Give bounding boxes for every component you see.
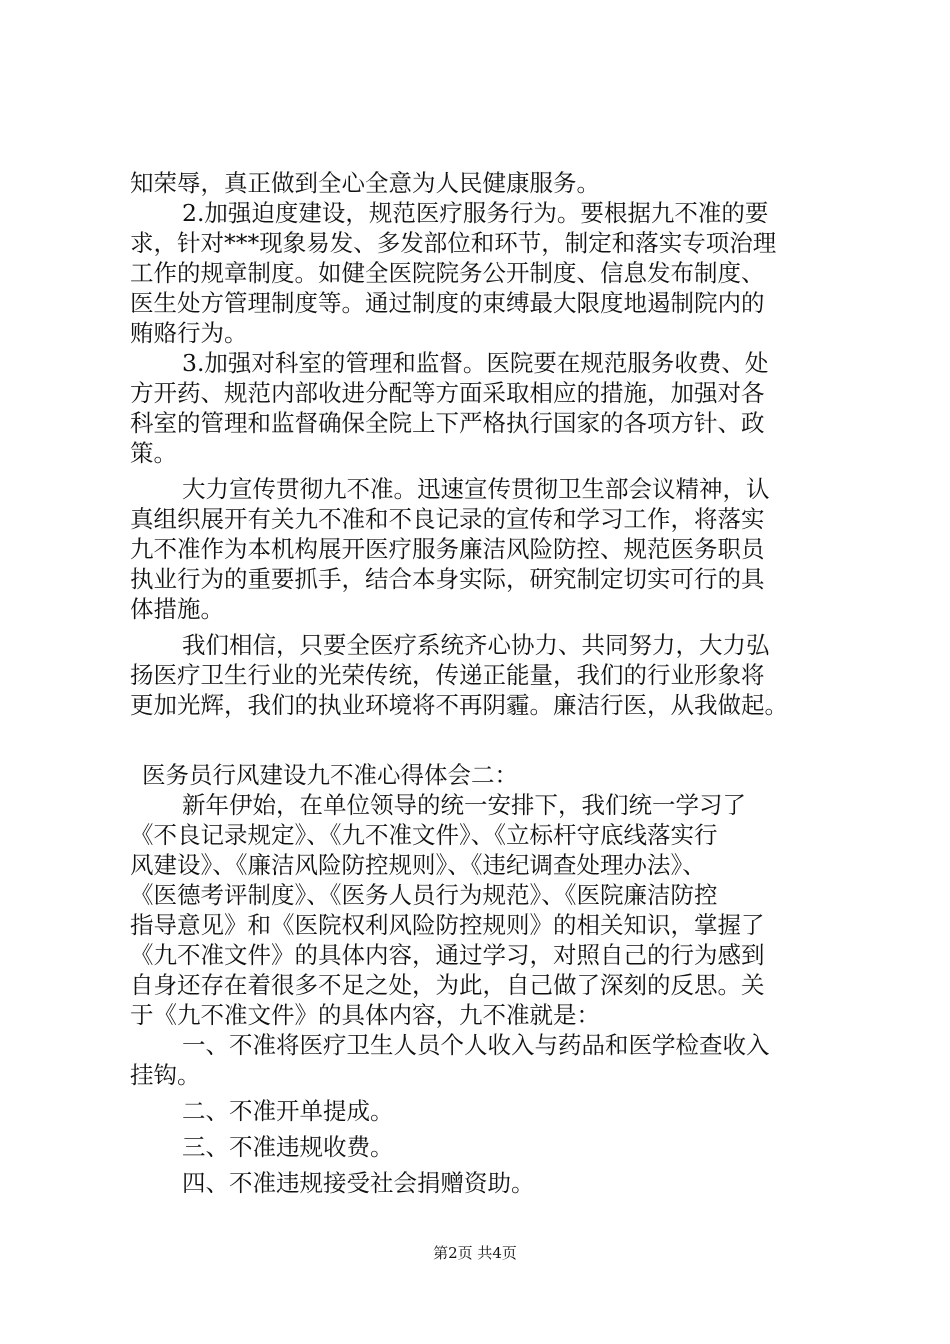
text-line: 《九不准文件》的具体内容，通过学习，对照自己的行为感到 xyxy=(130,941,765,969)
text-line: 3.加强对科室的管理和监督。医院要在规范服务收费、处 xyxy=(182,349,769,377)
text-line: 扬医疗卫生行业的光荣传统，传递正能量，我们的行业形象将 xyxy=(130,661,765,689)
text-line: 知荣辱，真正做到全心全意为人民健康服务。 xyxy=(130,169,600,197)
page-footer: 第2页 共4页 xyxy=(433,1244,517,1262)
text-line: 九不准作为本机构展开医疗服务廉洁风险防控、规范医务职员 xyxy=(130,535,765,563)
text-line: 自身还存在着很多不足之处，为此，自己做了深刻的反思。关 xyxy=(130,971,765,999)
section-gap xyxy=(130,720,830,760)
text-line: 指导意见》和《医院权利风险防控规则》的相关知识，掌握了 xyxy=(130,911,765,939)
text-line: 《不良记录规定》、《九不准文件》、《立标杆守底线落实行 xyxy=(130,821,718,849)
document-body xyxy=(130,168,830,1198)
text-line: 体措施。 xyxy=(130,595,224,623)
text-line: 2.加强迫度建设，规范医疗服务行为。要根据九不准的要 xyxy=(182,199,769,227)
text-line: 挂钩。 xyxy=(130,1061,201,1089)
list-item: 三、不准违规收费。 xyxy=(182,1133,394,1161)
section-heading: 医务员行风建设九不准心得体会二： xyxy=(142,761,518,789)
list-item: 四、不准违规接受社会捐赠资助。 xyxy=(182,1169,535,1197)
text-line: 方开药、规范内部收进分配等方面采取相应的措施，加强对各 xyxy=(130,379,765,407)
text-line: 策。 xyxy=(130,439,177,467)
text-line: 《医德考评制度》、《医务人员行为规范》、《医院廉洁防控 xyxy=(130,881,718,909)
text-line: 我们相信，只要全医疗系统齐心协力、共同努力，大力弘 xyxy=(182,631,770,659)
text-line: 大力宣传贯彻九不准。迅速宣传贯彻卫生部会议精神，认 xyxy=(182,475,770,503)
list-item: 二、不准开单提成。 xyxy=(182,1097,394,1125)
text-line: 工作的规章制度。如健全医院院务公开制度、信息发布制度、 xyxy=(130,259,765,287)
text-line: 执业行为的重要抓手，结合本身实际，研究制定切实可行的具 xyxy=(130,565,765,593)
text-line: 贿赂行为。 xyxy=(130,319,248,347)
text-line: 真组织展开有关九不准和不良记录的宣传和学习工作，将落实 xyxy=(130,505,765,533)
text-line: 新年伊始，在单位领导的统一安排下，我们统一学习了 xyxy=(182,791,746,819)
text-line: 风建设》、《廉洁风险防控规则》、《违纪调查处理办法》、 xyxy=(130,851,706,879)
text-line: 医生处方管理制度等。通过制度的束缚最大限度地遏制院内的 xyxy=(130,289,765,317)
text-line: 于《九不准文件》的具体内容，九不准就是： xyxy=(130,1001,600,1029)
text-line: 科室的管理和监督确保全院上下严格执行国家的各项方针、政 xyxy=(130,409,765,437)
list-item: 一、不准将医疗卫生人员个人收入与药品和医学检查收入 xyxy=(182,1031,770,1059)
text-line: 求，针对***现象易发、多发部位和环节，制定和落实专项治理 xyxy=(130,229,777,257)
text-line: 更加光辉，我们的执业环境将不再阴霾。廉洁行医，从我做起。 xyxy=(130,691,788,719)
